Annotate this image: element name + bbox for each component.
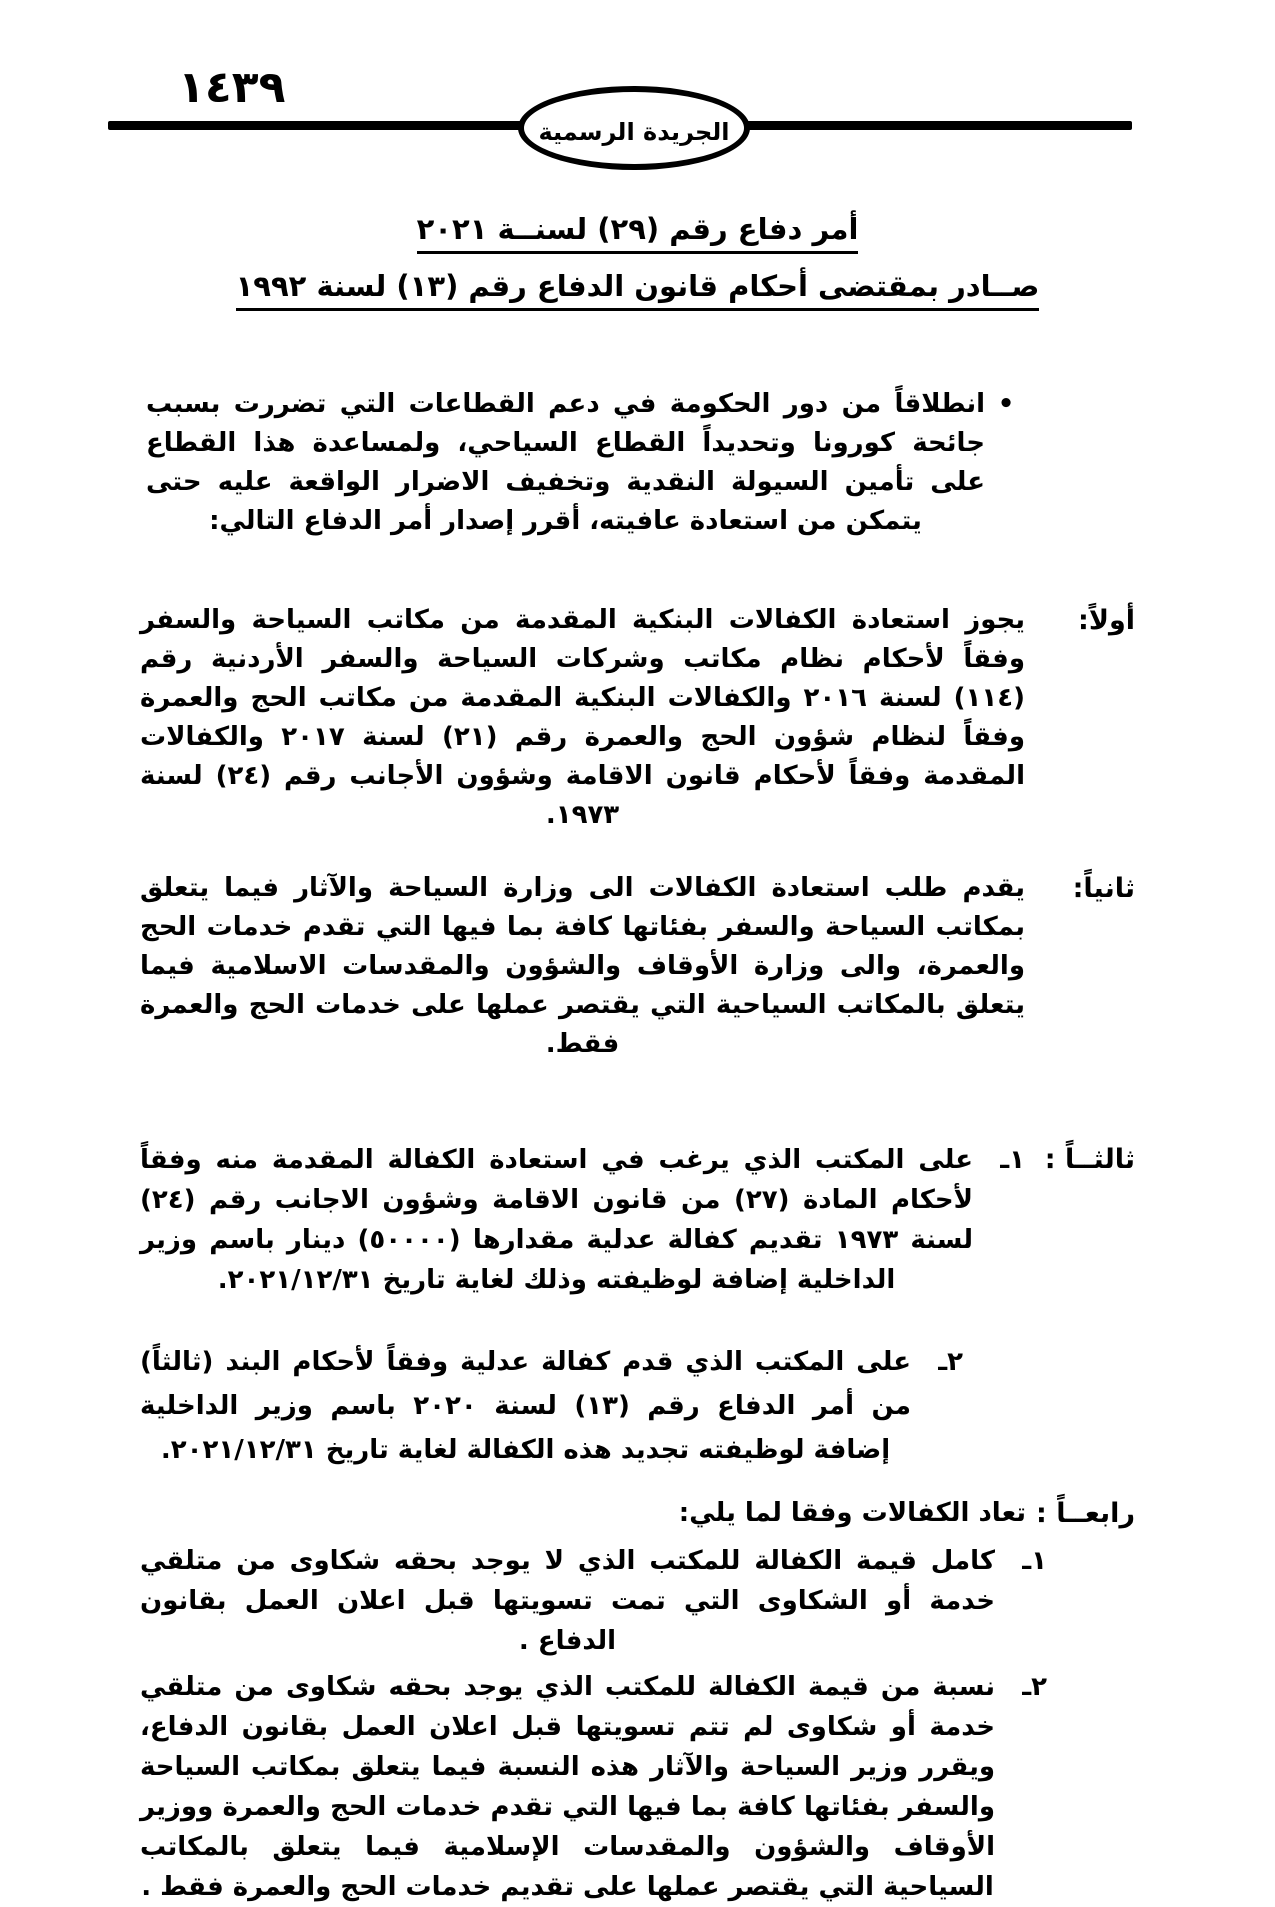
list-item — [140, 1667, 1047, 1907]
preamble-text: انطلاقاً من دور الحكومة في دعم القطاعات التي تضررت بسبب جائحة كورونا وتحديداً القطاع السياحي، ولمساعدة هذا القطاع على تأمين السيولة النقدية وتخفيف الاضرار الواقعة عليه حتى يتمكن من استعادة عافيته، أقرر إصدار أمر الدفاع التالي: — [146, 389, 985, 536]
doc-title-line1-wrap — [140, 212, 1135, 254]
clause-body: يقدم طلب استعادة الكفالات الى وزارة السياحة والآثار فيما يتعلق بمكاتب السياحة والسفر بفئاتها كافة بما فيها التي تقدم خدمات الحج والعمرة، والى وزارة الأوقاف والشؤون والمقدسات الاسلامية فيما يتعلق بالمكاتب السياحية التي يقتصر عملها على خدمات الحج والعمرة فقط. — [140, 873, 1025, 1059]
list-item-text: كامل قيمة الكفالة للمكتب الذي لا يوجد بحقه شكاوى من متلقي خدمة أو الشكاوى التي تمت تسويتها قبل اعلان العمل بقانون الدفاع . — [140, 1546, 995, 1656]
clause-label: ثالثــاً : — [1044, 1144, 1135, 1175]
clause-third-items — [140, 1140, 1025, 1472]
preamble — [146, 385, 1017, 541]
list-item — [140, 1541, 1047, 1661]
list-item-text: نسبة من قيمة الكفالة للمكتب الذي يوجد بحقه شكاوى من متلقي خدمة أو شكاوى لم تتم تسويتها قبل اعلان العمل بقانون الدفاع، ويقرر وزير السياحة والآثار هذه النسبة فيما يتعلق بمكاتب السياحة والسفر بفئاتها كافة بما فيها التي تقدم خدمات الحج والعمرة ووزير الأوقاف والشؤون والمقدسات الإسلامية فيما يتعلق بالمكاتب السياحية التي يقتصر عملها على تقديم خدمات الحج والعمرة فقط . — [140, 1672, 995, 1902]
list-item-text: على المكتب الذي يرغب في استعادة الكفالة المقدمة منه وفقاً لأحكام المادة (٢٧) من قانون الاقامة وشؤون الاجانب رقم (٢٤) لسنة ١٩٧٣ تقديم كفالة عدلية مقدارها (٥٠٠٠٠) دينار باسم وزير الداخلية إضافة لوظيفته وذلك لغاية تاريخ ٢٠٢١/١٢/٣١. — [140, 1145, 973, 1295]
gazette-title: الجريدة الرسمية — [538, 118, 730, 146]
clause-fourth-heading — [140, 1494, 1135, 1533]
gazette-seal-ellipse — [518, 86, 750, 170]
clause-second — [140, 869, 1135, 1064]
doc-title-line2-wrap — [140, 269, 1135, 311]
clause-first — [140, 601, 1135, 835]
list-item-number: ٢ـ — [938, 1347, 963, 1377]
list-item-number: ١ـ — [1000, 1145, 1025, 1175]
clause-intro: تعاد الكفالات وفقا لما يلي: — [678, 1498, 1027, 1528]
clause-label: ثانياً: — [1072, 873, 1135, 904]
doc-title-line1: أمر دفاع رقم (٢٩) لسنــة ٢٠٢١ — [417, 212, 859, 254]
clause-fourth-items — [140, 1541, 1047, 1907]
clause-fourth — [140, 1494, 1135, 1907]
doc-title-line2: صــادر بمقتضى أحكام قانون الدفاع رقم (١٣) لسنة ١٩٩٢ — [236, 269, 1040, 311]
list-item-text: على المكتب الذي قدم كفالة عدلية وفقاً لأحكام البند (ثالثاً) من أمر الدفاع رقم (١٣) لسنة ٢٠٢٠ باسم وزير الداخلية إضافة لوظيفته تجديد هذه الكفالة لغاية تاريخ ٢٠٢١/١٢/٣١. — [140, 1347, 912, 1465]
list-item — [140, 1340, 963, 1472]
clause-body: يجوز استعادة الكفالات البنكية المقدمة من مكاتب السياحة والسفر وفقاً لأحكام نظام مكاتب وشركات السياحة والسفر الأردنية رقم (١١٤) لسنة ٢٠١٦ والكفالات البنكية المقدمة من مكاتب الحج والعمرة وفقاً لنظام شؤون الحج والعمرة رقم (٢١) لسنة ٢٠١٧ والكفالات المقدمة وفقاً لأحكام قانون الاقامة وشؤون الأجانب رقم (٢٤) لسنة ١٩٧٣. — [140, 605, 1025, 830]
clause-label: أولاً: — [1078, 605, 1135, 636]
list-item — [140, 1140, 1025, 1300]
list-item-number: ٢ـ — [1022, 1672, 1047, 1702]
bullet-marker: • — [997, 389, 1015, 419]
page-number: ١٤٣٩ — [178, 62, 286, 113]
clause-label: رابعــاً : — [1036, 1498, 1135, 1529]
clause-third — [140, 1140, 1135, 1472]
document-titles — [140, 212, 1135, 311]
list-item-number: ١ـ — [1022, 1546, 1047, 1576]
